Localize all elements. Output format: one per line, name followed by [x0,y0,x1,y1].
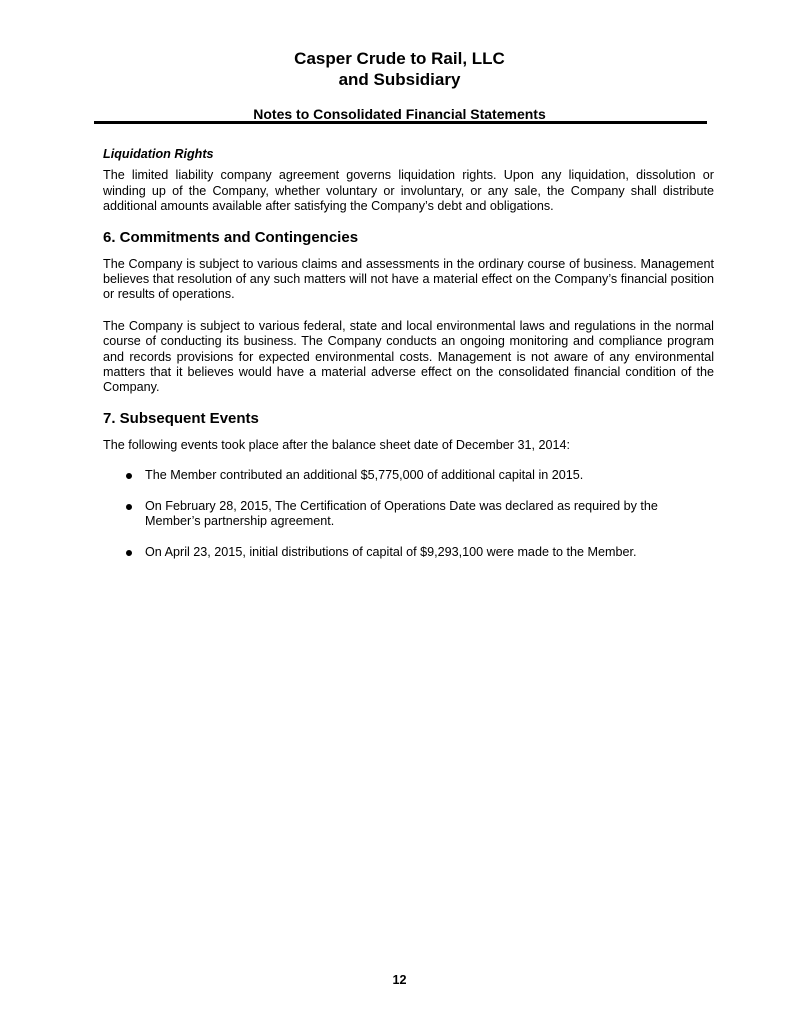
subsequent-events-intro: The following events took place after the balance sheet date of December 31, 2014: [103,437,570,452]
commitments-paragraph-2: The Company is subject to various federal, state and local environmental laws and regulations in the normal course of conducting its business. The Company conducts an ongoing monitoring and compliance program and records provisions for expected environmental costs. Management is not aware of any environmental matters that it believes would have a material adverse effect on the consolidated financial condition of the Company. [103,318,714,395]
company-name: Casper Crude to Rail, LLC [294,49,505,68]
page-header [0,48,799,123]
bullet-icon [126,550,132,556]
header-divider [94,121,707,124]
list-item [103,468,714,483]
list-item-text: On April 23, 2015, initial distributions of capital of $9,293,100 were made to the Member. [145,544,637,559]
liquidation-rights-paragraph: The limited liability company agreement governs liquidation rights. Upon any liquidation, dissolution or winding up of the Company, whether voluntary or involuntary, or any sale, the Company shall distribute additional amounts available after satisfying the Company’s debt and obligations. [103,168,714,214]
list-item-text: The Member contributed an additional $5,775,000 of additional capital in 2015. [145,468,584,483]
page-number: 12 [392,973,407,987]
list-item [103,499,714,530]
commitments-paragraph-1: The Company is subject to various claims and assessments in the ordinary course of business. Management believes that resolution of any such matters will not have a material effect on the Company’s financial position or results of operations. [103,256,714,302]
document-title: Notes to Consolidated Financial Statements [253,106,546,122]
list-item-text: On February 28, 2015, The Certification of Operations Date was declared as required by the Member’s partnership agreement. [145,498,658,529]
bullet-icon [126,473,132,479]
bullet-icon [126,504,132,510]
subsequent-events-list [103,468,714,560]
list-item [103,545,714,560]
commitments-heading: 6. Commitments and Contingencies [103,228,359,246]
liquidation-rights-heading: Liquidation Rights [103,147,214,161]
document-body [103,147,714,575]
company-subsidiary: and Subsidiary [338,70,461,89]
subsequent-events-heading: 7. Subsequent Events [103,409,259,427]
